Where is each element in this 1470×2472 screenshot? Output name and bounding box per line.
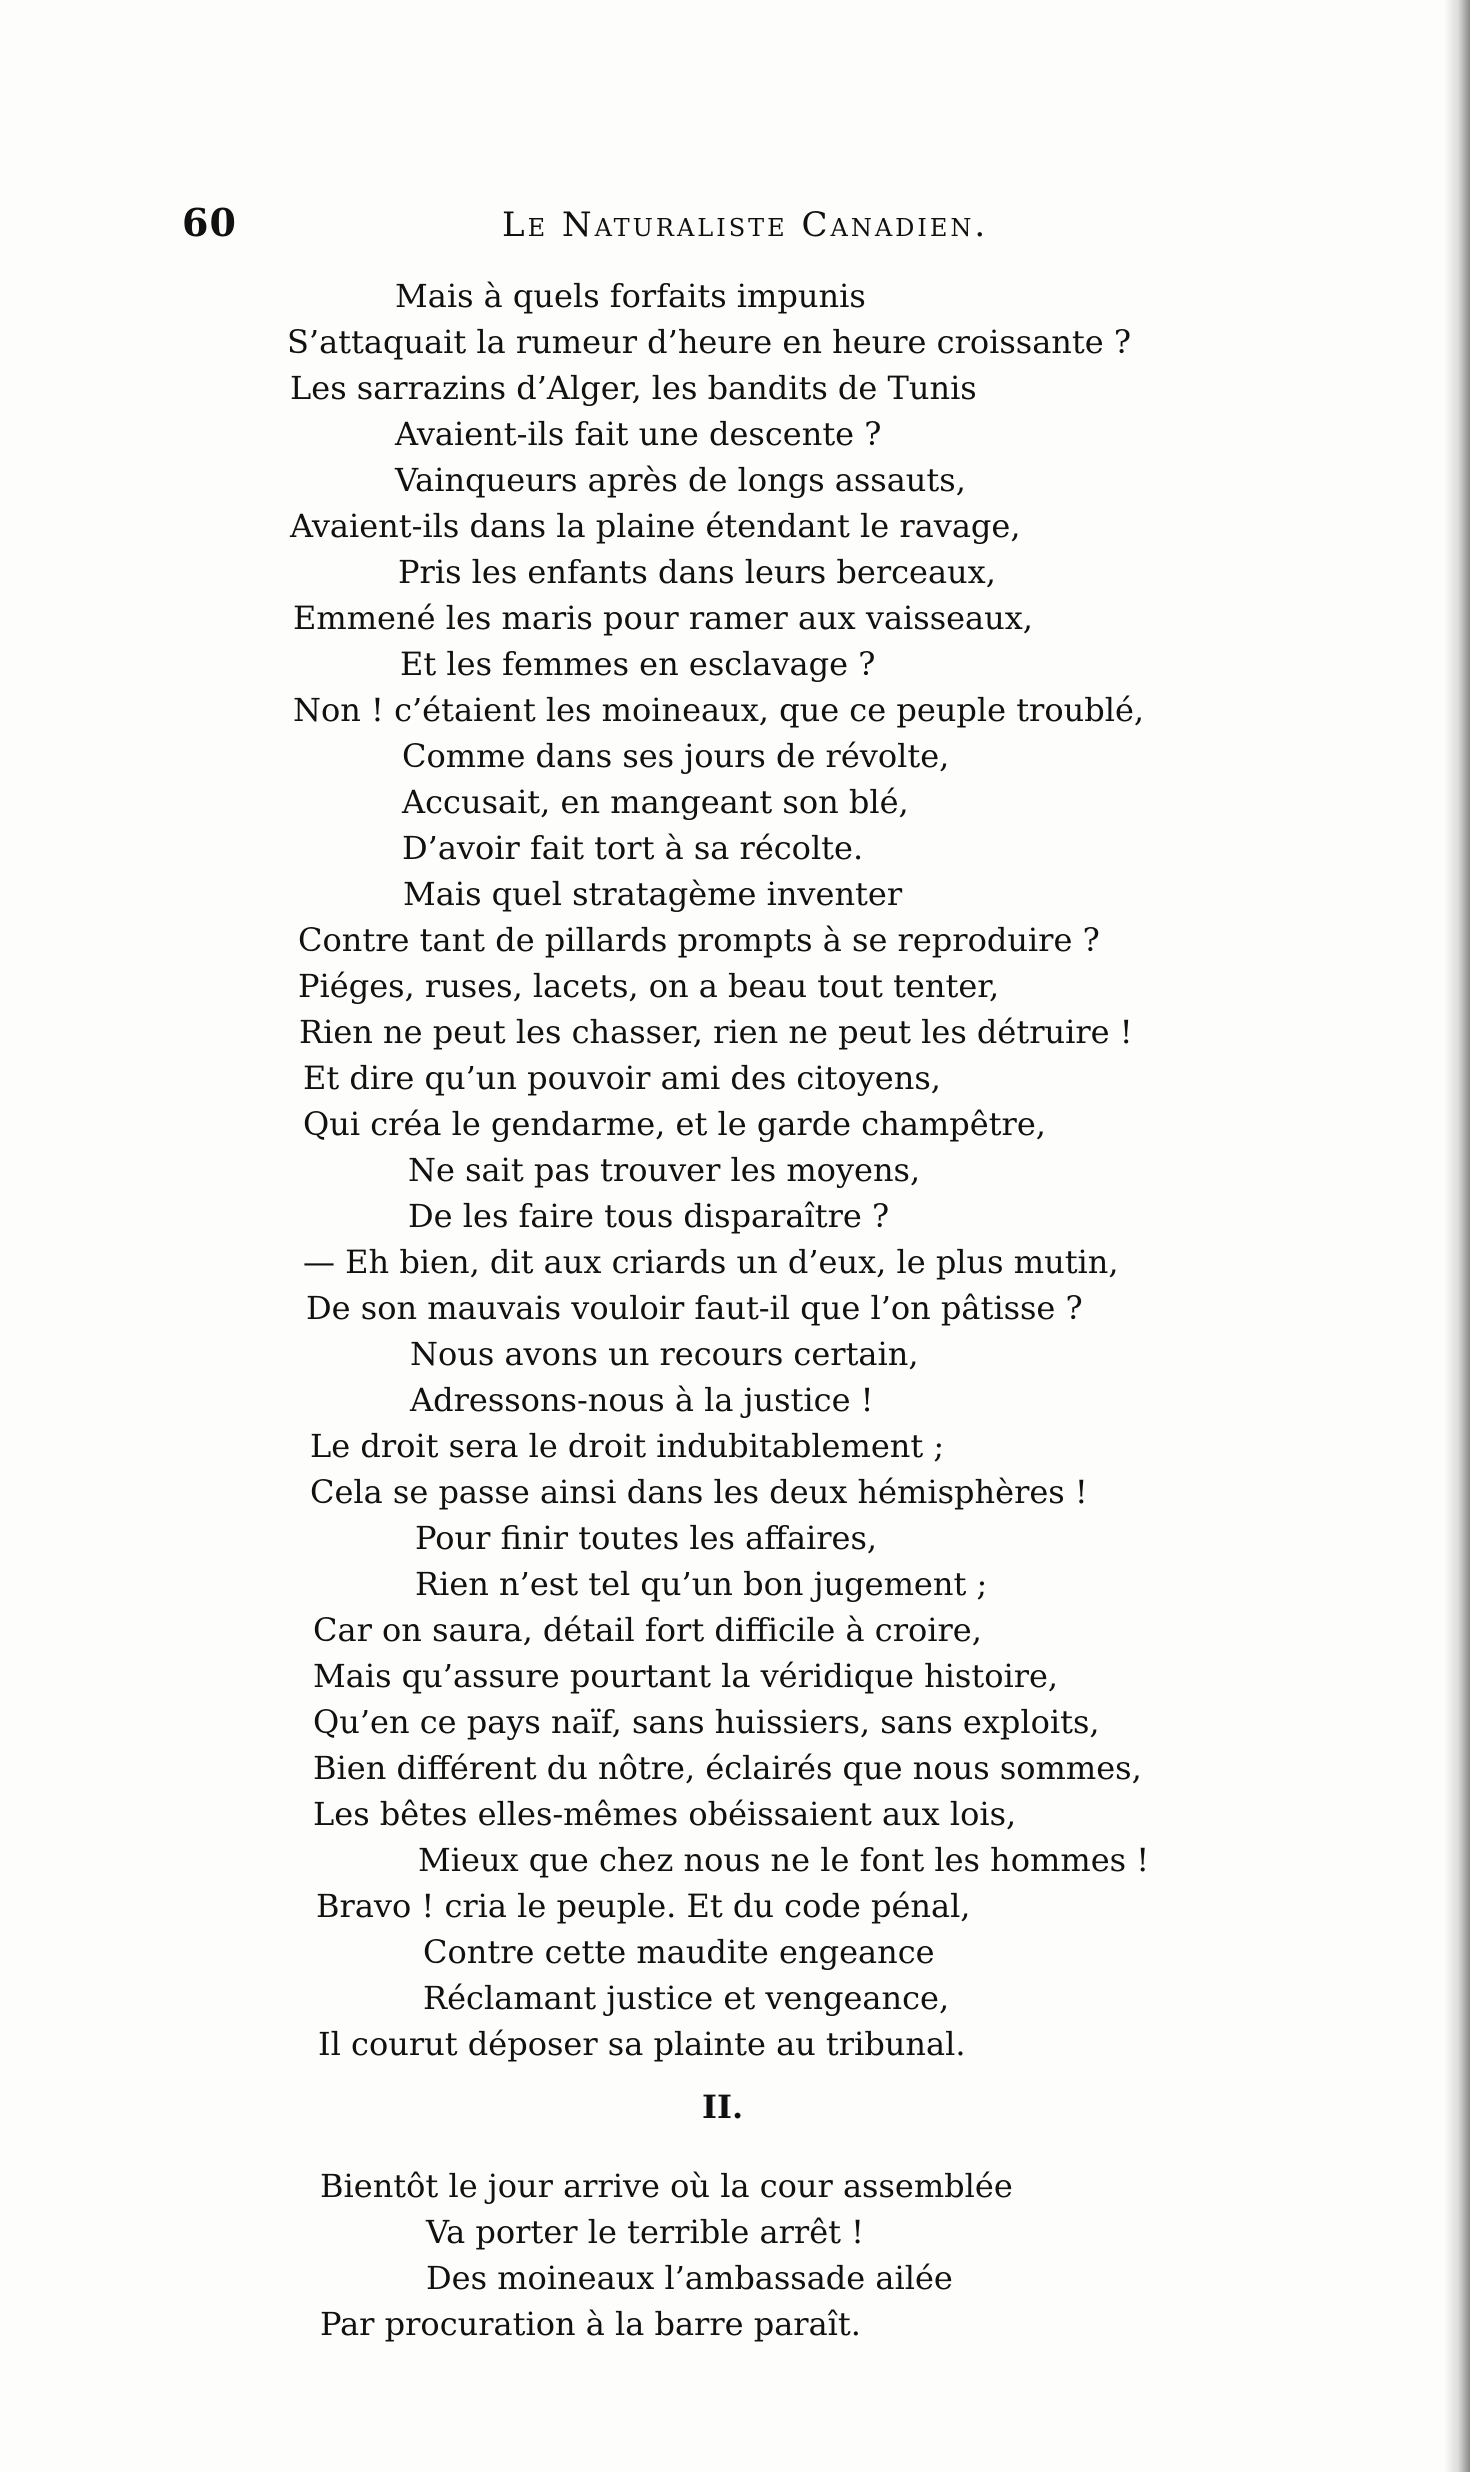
running-head: Le Naturaliste Canadien. [502, 205, 989, 245]
verse-line: Ne sait pas trouver les moyens, [408, 1151, 921, 1189]
verse-line: Il courut déposer sa plainte au tribunal. [318, 2025, 966, 2063]
verse-line: Qu’en ce pays naïf, sans huissiers, sans exploits, [313, 1703, 1100, 1741]
verse-line: Et dire qu’un pouvoir ami des citoyens, [303, 1059, 941, 1097]
verse-line: Pris les enfants dans leurs berceaux, [398, 553, 996, 591]
verse-line: De les faire tous disparaître ? [408, 1197, 890, 1235]
verse-line: Avaient-ils dans la plaine étendant le ravage, [290, 507, 1021, 545]
verse-line: Rien n’est tel qu’un bon jugement ; [415, 1565, 988, 1603]
verse-line: Va porter le terrible arrêt ! [426, 2213, 865, 2251]
verse-line: Par procuration à la barre paraît. [320, 2305, 861, 2343]
verse-line: Réclamant justice et vengeance, [423, 1979, 950, 2017]
verse-line: Rien ne peut les chasser, rien ne peut les détruire ! [299, 1013, 1133, 1051]
verse-line: Contre cette maudite engeance [423, 1933, 935, 1971]
verse-line: De son mauvais vouloir faut-il que l’on pâtisse ? [306, 1289, 1083, 1327]
verse-line: Des moineaux l’ambassade ailée [426, 2259, 953, 2297]
verse-line: Et les femmes en esclavage ? [400, 645, 876, 683]
verse-line: Avaient-ils fait une descente ? [395, 415, 882, 453]
verse-line: Emmené les maris pour ramer aux vaisseaux, [293, 599, 1033, 637]
verse-line: Bientôt le jour arrive où la cour assemblée [320, 2167, 1013, 2205]
section-heading: II. [702, 2088, 744, 2126]
verse-line: D’avoir fait tort à sa récolte. [402, 829, 864, 867]
verse-line: — Eh bien, dit aux criards un d’eux, le plus mutin, [303, 1243, 1119, 1281]
verse-line: S’attaquait la rumeur d’heure en heure croissante ? [287, 323, 1132, 361]
page-number: 60 [182, 200, 237, 245]
verse-line: Car on saura, détail fort difficile à croire, [313, 1611, 982, 1649]
verse-line: Mais quel stratagème inventer [403, 875, 903, 913]
verse-line: Bravo ! cria le peuple. Et du code pénal, [316, 1887, 971, 1925]
verse-line: Non ! c’étaient les moineaux, que ce peuple troublé, [293, 691, 1145, 729]
verse-line: Comme dans ses jours de révolte, [402, 737, 950, 775]
verse-line: Vainqueurs après de longs assauts, [395, 461, 966, 499]
verse-line: Nous avons un recours certain, [410, 1335, 919, 1373]
verse-line: Mieux que chez nous ne le font les hommes ! [418, 1841, 1150, 1879]
verse-line: Contre tant de pillards prompts à se reproduire ? [298, 921, 1100, 959]
verse-line: Les sarrazins d’Alger, les bandits de Tunis [290, 369, 977, 407]
page-edge-shadow [1444, 0, 1470, 2472]
verse-line: Pour finir toutes les affaires, [415, 1519, 878, 1557]
verse-line: Piéges, ruses, lacets, on a beau tout tenter, [298, 967, 1000, 1005]
verse-line: Le droit sera le droit indubitablement ; [310, 1427, 945, 1465]
verse-line: Adressons-nous à la justice ! [410, 1381, 874, 1419]
verse-line: Les bêtes elles-mêmes obéissaient aux lois, [313, 1795, 1017, 1833]
verse-line: Accusait, en mangeant son blé, [402, 783, 909, 821]
verse-line: Mais à quels forfaits impunis [395, 277, 866, 315]
verse-line: Qui créa le gendarme, et le garde champêtre, [303, 1105, 1046, 1143]
verse-line: Cela se passe ainsi dans les deux hémisphères ! [310, 1473, 1088, 1511]
verse-line: Mais qu’assure pourtant la véridique histoire, [313, 1657, 1059, 1695]
verse-line: Bien différent du nôtre, éclairés que nous sommes, [313, 1749, 1142, 1787]
